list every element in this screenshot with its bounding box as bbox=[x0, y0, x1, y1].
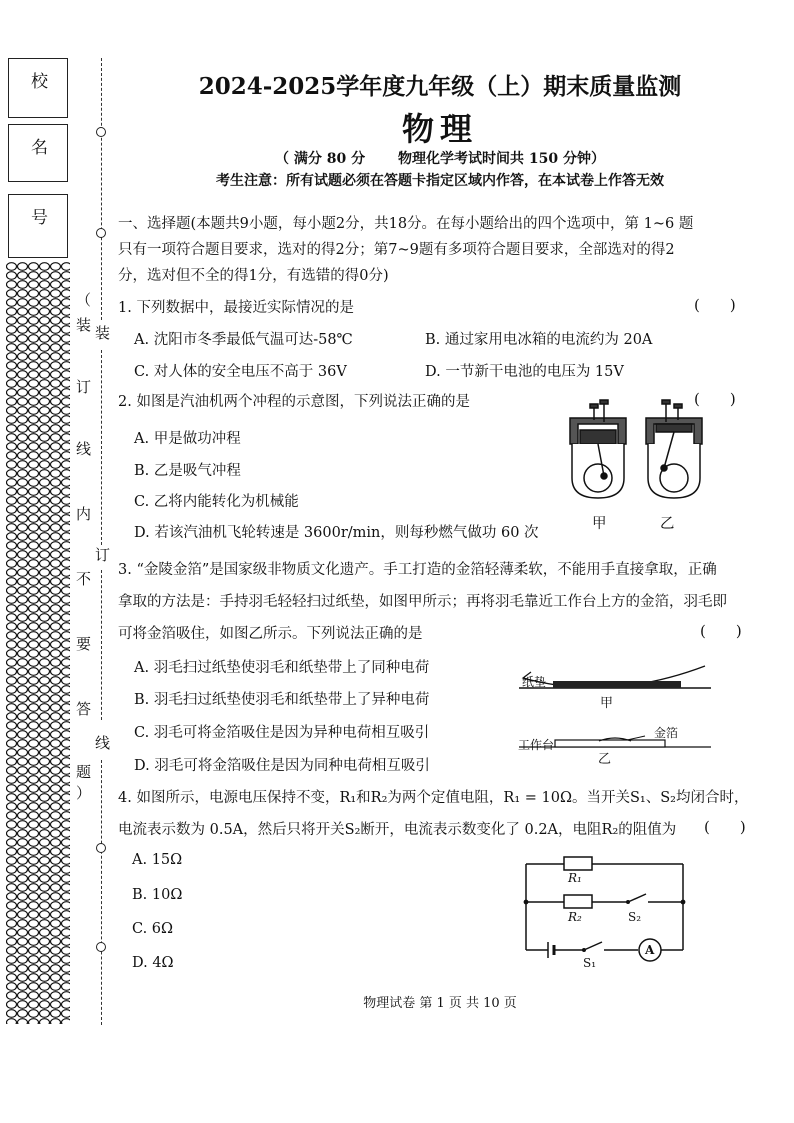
q1-option-b: B. 通过家用电冰箱的电流约为 20A bbox=[425, 332, 653, 348]
q3-option-a: A. 羽毛扫过纸垫使羽毛和纸垫带上了同种电荷 bbox=[134, 660, 430, 676]
label-r1: R₁ bbox=[568, 871, 582, 885]
exam-title: 2024-2025学年度九年级（上）期末质量监测 bbox=[198, 73, 682, 100]
q1-option-a: A. 沈阳市冬季最低气温可达-58℃ bbox=[134, 332, 353, 348]
binding-left-6: 要 bbox=[76, 635, 92, 653]
binding-left-2: 订 bbox=[76, 378, 92, 396]
engine-label-yi: 乙 bbox=[660, 516, 675, 532]
q4-answer-bracket: ( ) bbox=[704, 818, 746, 836]
label-r2: R₂ bbox=[568, 910, 582, 924]
q4-stem-line: 4. 如图所示，电源电压保持不变，R₁和R₂为两个定值电阻，R₁ = 10Ω。当开关S₁、S₂均闭合时， bbox=[118, 790, 749, 806]
engine-yi bbox=[646, 400, 702, 498]
q4-option-a: A. 15Ω bbox=[132, 852, 183, 868]
q2-option-c: C. 乙将内能转化为机械能 bbox=[134, 494, 299, 510]
label-gold-leaf: 金箔 bbox=[654, 726, 679, 740]
q3-stem-line: 拿取的方法是：手持羽毛轻轻扫过纸垫，如图甲所示；再将羽毛靠近工作台上方的金箔，羽毛即 bbox=[118, 594, 727, 610]
q3-stem-line: 可将金箔吸住，如图乙所示。下列说法正确的是 bbox=[118, 626, 423, 642]
section-intro-line: 分，选对但不全的得1分，有选错的得0分) bbox=[118, 268, 389, 284]
binding-left-3: 线 bbox=[76, 440, 92, 458]
q2-option-b: B. 乙是吸气冲程 bbox=[134, 463, 241, 479]
engine-label-jia: 甲 bbox=[592, 516, 607, 532]
binding-hole bbox=[96, 127, 106, 137]
q2-stem: 2. 如图是汽油机两个冲程的示意图，下列说法正确的是 bbox=[118, 394, 470, 410]
binding-left-9: ） bbox=[76, 784, 92, 802]
binding-right-0: 装 bbox=[95, 324, 111, 342]
label-s1: S₁ bbox=[583, 956, 597, 970]
label-s2: S₂ bbox=[628, 910, 642, 924]
q3-stem-line: 3. “金陵金箔”是国家级非物质文化遗产。手工打造的金箔轻薄柔软，不能用手直接拿取，正确 bbox=[118, 562, 717, 578]
binding-left-8: 题 bbox=[76, 763, 92, 781]
section-intro-line: 只有一项符合题目要求，选对的得2分；第7~9题有多项符合题目要求，全部选对的得2 bbox=[118, 242, 675, 258]
q4-option-d: D. 4Ω bbox=[132, 955, 174, 971]
label-paper-pad: 纸垫 bbox=[522, 675, 547, 689]
number-label: 号 bbox=[31, 208, 48, 228]
exam-meta: （ 满分 80 分 物理化学考试时间共 150 分钟） bbox=[275, 151, 605, 167]
workbench bbox=[555, 740, 665, 747]
school-label: 校 bbox=[31, 72, 48, 92]
q3-option-c: C. 羽毛可将金箔吸住是因为异种电荷相互吸引 bbox=[134, 725, 430, 741]
label-yi: 乙 bbox=[598, 752, 612, 767]
engine-diagram bbox=[568, 398, 708, 510]
q1-stem: 1. 下列数据中，最接近实际情况的是 bbox=[118, 300, 354, 316]
label-jia: 甲 bbox=[600, 696, 614, 711]
name-box bbox=[8, 124, 68, 182]
binding-hole bbox=[96, 942, 106, 952]
q1-option-c: C. 对人体的安全电压不高于 36V bbox=[134, 364, 347, 380]
binding-hole bbox=[96, 228, 106, 238]
number-box bbox=[8, 194, 68, 258]
binding-line-3 bbox=[101, 570, 102, 720]
circuit-diagram bbox=[518, 850, 693, 975]
binding-hole bbox=[96, 843, 106, 853]
subject-title: 物理 bbox=[401, 110, 478, 148]
page-footer: 物理试卷 第 1 页 共 10 页 bbox=[363, 996, 517, 1011]
switch-s2 bbox=[628, 894, 646, 902]
binding-line-1 bbox=[101, 58, 102, 320]
label-ammeter: A bbox=[645, 943, 655, 957]
q2-option-d: D. 若该汽油机飞轮转速是 3600r/min，则每秒燃气做功 60 次 bbox=[134, 525, 539, 541]
resistor-r1 bbox=[564, 857, 592, 870]
binding-line-4 bbox=[101, 760, 102, 1025]
binding-line-2 bbox=[101, 350, 102, 545]
q2-option-a: A. 甲是做功冲程 bbox=[134, 431, 241, 447]
engine-jia bbox=[570, 400, 626, 498]
q1-answer-bracket: ( ) bbox=[694, 296, 736, 314]
binding-pattern bbox=[6, 262, 70, 1024]
binding-right-1: 订 bbox=[95, 546, 111, 564]
binding-left-7: 答 bbox=[76, 700, 92, 718]
section-intro-line: 一、选择题(本题共9小题，每小题2分，共18分。在每小题给出的四个选项中，第 1~6 题 bbox=[118, 216, 694, 232]
q4-option-c: C. 6Ω bbox=[132, 921, 174, 937]
binding-left-0: （ bbox=[76, 291, 92, 309]
label-workbench: 工作台 bbox=[518, 738, 555, 752]
exam-notice: 考生注意：所有试题必须在答题卡指定区域内作答，在本试卷上作答无效 bbox=[216, 173, 664, 189]
q3-option-b: B. 羽毛扫过纸垫使羽毛和纸垫带上了异种电荷 bbox=[134, 692, 430, 708]
q3-answer-bracket: ( ) bbox=[700, 622, 742, 640]
switch-s1 bbox=[584, 942, 602, 950]
q4-option-b: B. 10Ω bbox=[132, 887, 183, 903]
binding-right-2: 线 bbox=[95, 734, 111, 752]
paper-pad bbox=[553, 681, 681, 688]
school-box bbox=[8, 58, 68, 118]
binding-left-5: 不 bbox=[76, 570, 92, 588]
binding-left-4: 内 bbox=[76, 505, 92, 523]
q1-option-d: D. 一节新干电池的电压为 15V bbox=[425, 364, 624, 380]
q3-option-d: D. 羽毛可将金箔吸住是因为同种电荷相互吸引 bbox=[134, 758, 430, 774]
q4-stem-line: 电流表示数为 0.5A，然后只将开关S₂断开，电流表示数变化了 0.2A，电阻R₂的阻值为 bbox=[118, 822, 677, 838]
q2-answer-bracket: ( ) bbox=[694, 390, 736, 408]
resistor-r2 bbox=[564, 895, 592, 908]
name-label: 名 bbox=[31, 138, 48, 158]
binding-left-1: 装 bbox=[76, 316, 92, 334]
